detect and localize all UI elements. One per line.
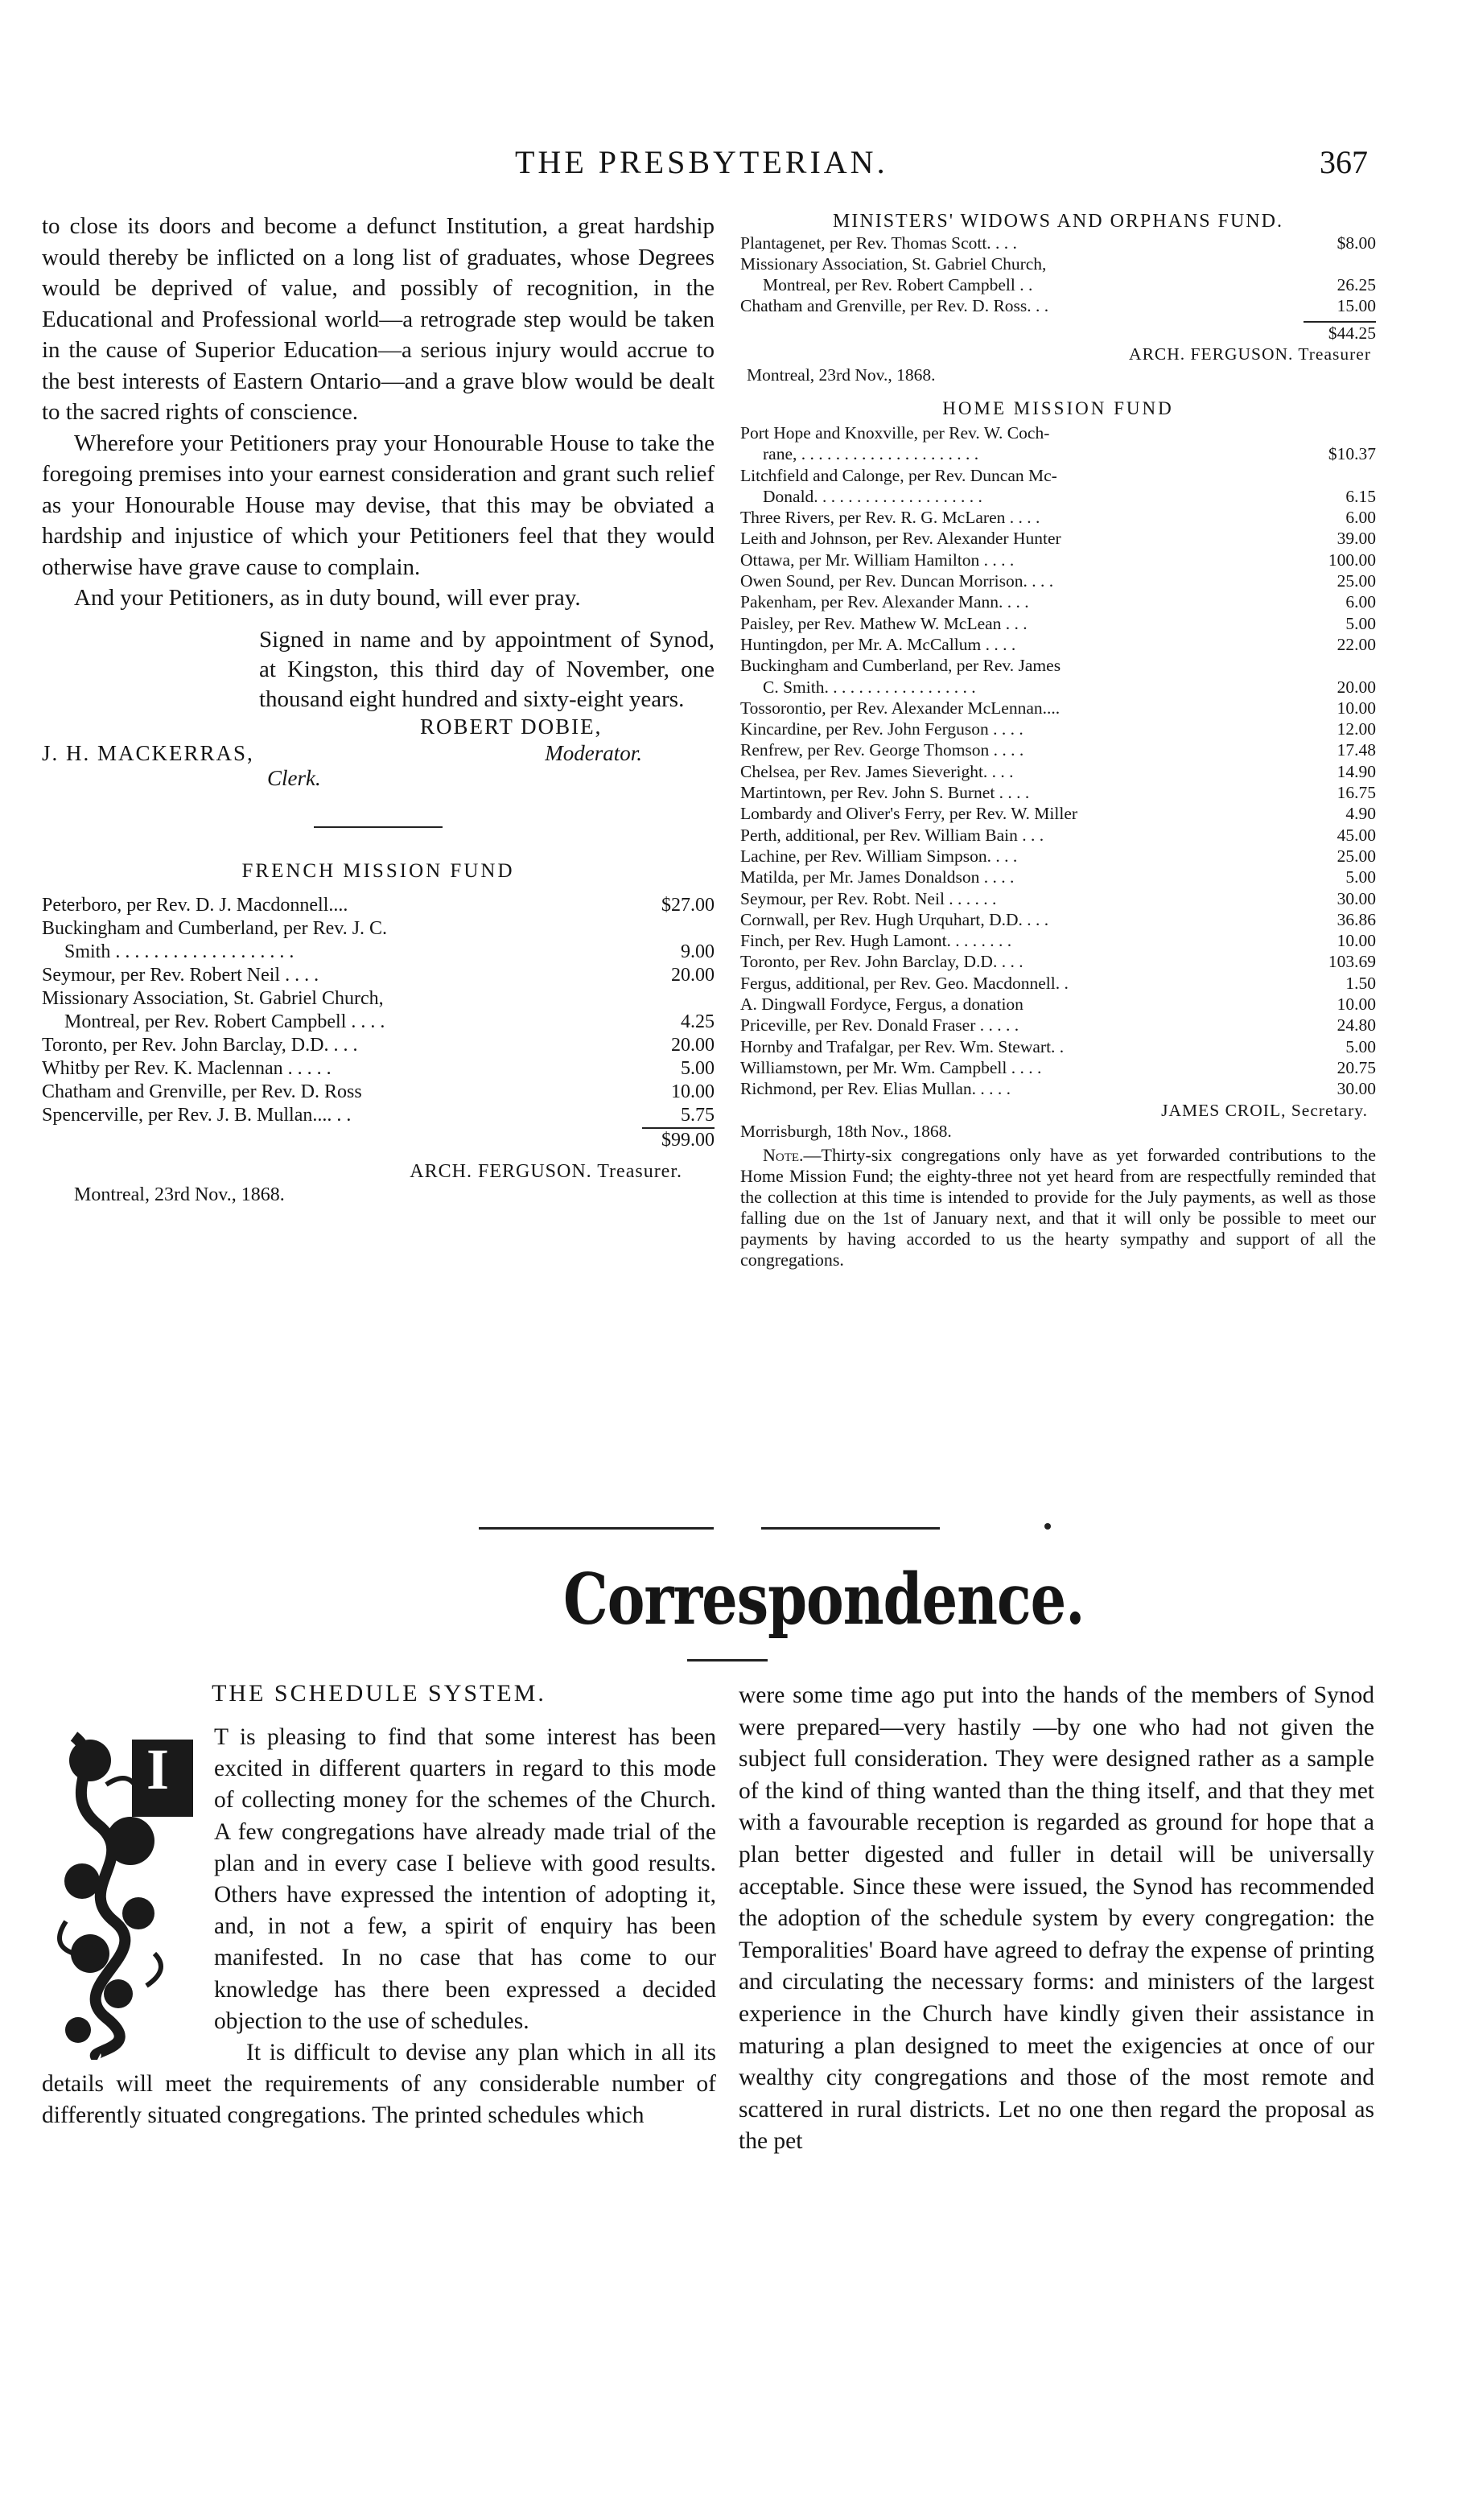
fund-entry: Cornwall, per Rev. Hugh Urquhart, D.D. . . . 36.86 xyxy=(740,909,1376,929)
article-title: THE SCHEDULE SYSTEM. xyxy=(212,1680,546,1707)
clerk-name: J. H. MACKERRAS, xyxy=(42,740,254,765)
fund-entry: C. Smith. . . . . . . . . . . . . . . . . . 20.00 xyxy=(763,677,1376,697)
widows-orphans-fund xyxy=(740,211,1376,385)
french-fund-title: FRENCH MISSION FUND xyxy=(241,859,515,882)
fund-entry: Donald. . . . . . . . . . . . . . . . . . . . 6.15 xyxy=(763,486,1376,506)
fund-total: $99.00 xyxy=(642,1127,715,1152)
fund-total-row xyxy=(42,1127,715,1152)
article-paragraph: T is pleasing to find that some interest has been excited in different quarters in regard to this mode of collecting money for the schemes of the Church. A few congregations have already made trial of the plan and in every case I believe with good results. Others have expressed the intention of adopting it, and, in not a few, a spirit of enquiry has been manifested. In no case that has come to our knowledge has there been expressed a decided objection to the use of schedules. xyxy=(214,1724,716,2034)
running-title: THE PRESBYTERIAN. xyxy=(515,144,888,180)
fund-entry: Huntingdon, per Mr. A. McCallum . . . . 22.00 xyxy=(740,634,1376,654)
page-divider-left xyxy=(479,1527,714,1530)
fund-entry: Whitby per Rev. K. Maclennan . . . . . 5.00 xyxy=(42,1057,715,1079)
fund-entry: Chatham and Grenville, per Rev. D. Ross 10.00 xyxy=(42,1081,715,1102)
petition-signature-block xyxy=(42,625,715,791)
fund-entry: Smith . . . . . . . . . . . . . . . . . . . 9.00 xyxy=(64,941,715,962)
fund-entry: Chelsea, per Rev. James Sieveright. . . . 14.90 xyxy=(740,761,1376,781)
clerk-title: Clerk. xyxy=(267,765,321,790)
article-body-left xyxy=(42,1722,716,2132)
fund-entry: rane, . . . . . . . . . . . . . . . . . . . . . $10.37 xyxy=(763,444,1376,464)
fund-entry: Toronto, per Rev. John Barclay, D.D. . . . 103.69 xyxy=(740,952,1376,972)
fund-entry: Buckingham and Cumberland, per Rev. James xyxy=(740,656,1061,676)
fund-entry: Fergus, additional, per Rev. Geo. Macdonnell. . 1.50 xyxy=(740,973,1376,993)
treasurer-signature: ARCH. FERGUSON. Treasurer xyxy=(1129,344,1371,364)
note-body: —Thirty-six congregations only have as yet forwarded contributions to the Home Mission Fund; the eighty-three not yet heard from are respectfully reminded that the collection at this time is intended to provide for the July payments, as well as those falling due on the 1st of January next, and that it will only be possible to meet our payments by having accorded to us the hearty sympathy and support of all the congregations. xyxy=(740,1145,1376,1270)
fund-entry: Missionary Association, St. Gabriel Church, xyxy=(42,987,384,1009)
fund-entry: Montreal, per Rev. Robert Campbell . . 26.25 xyxy=(763,275,1376,294)
fund-entry: Hornby and Trafalgar, per Rev. Wm. Stewart. . 5.00 xyxy=(740,1036,1376,1056)
fund-entry: Priceville, per Rev. Donald Fraser . . . . . 24.80 xyxy=(740,1015,1376,1036)
fund-entry: Montreal, per Rev. Robert Campbell . . . . 4.25 xyxy=(64,1011,715,1032)
home-fund-note xyxy=(740,1145,1376,1270)
clerk-line xyxy=(42,741,715,766)
treasurer-signature: ARCH. FERGUSON. Treasurer. xyxy=(410,1160,682,1182)
fund-entry: Chatham and Grenville, per Rev. D. Ross. . . 15.00 xyxy=(740,296,1376,315)
right-column-top xyxy=(740,211,1376,1270)
article-paragraph: were some time ago put into the hands of the members of Synod were prepared—very hastily —by one who had not given the subject full consideration. They were designed rather as a sample of the kind of thing wanted than the thing itself, and that they met with a favourable reception is regarded as ground for hope that a plan better digested and fuller in detail will be universally acceptable. Since these were issued, the Synod has recommended the adoption of the schedule system by every congregation: the Temporalities' Board have agreed to defray the expense of printing and circulating the necessary forms: and ministers of the largest experience in the Church have kindly given their assistance in maturing a plan designed to meet the exigencies at once of our wealthy city congregations and those of the most remote and scattered in rural districts. Let no one then regard the proposal as the pet xyxy=(739,1682,1374,2155)
article-paragraph: It is difficult to devise any plan which in all its details will meet the requirements of any considerable number of differently situated congregations. The printed schedules which xyxy=(42,2040,716,2129)
section-divider xyxy=(314,826,443,828)
moderator-name: ROBERT DOBIE, xyxy=(420,714,603,739)
petition-text xyxy=(42,211,715,614)
petition-paragraph: And your Petitioners, as in duty bound, will ever pray. xyxy=(74,585,581,611)
french-mission-fund xyxy=(42,860,715,1207)
running-head xyxy=(64,143,1368,191)
fund-entry: Spencerville, per Rev. J. B. Mullan.... . . 5.75 xyxy=(42,1104,715,1126)
fund-entry: Richmond, per Rev. Elias Mullan. . . . . 30.00 xyxy=(740,1079,1376,1099)
heading-underline xyxy=(687,1659,768,1661)
dateline: Morrisburgh, 18th Nov., 1868. xyxy=(740,1121,952,1141)
vine-ornament-icon xyxy=(42,1728,203,2060)
fund-total: $44.25 xyxy=(1304,321,1376,344)
fund-entry: Peterboro, per Rev. D. J. Macdonnell.... $27.00 xyxy=(42,894,715,916)
fund-entry: Perth, additional, per Rev. William Bain . . . 45.00 xyxy=(740,825,1376,845)
fund-entry: Seymour, per Rev. Robt. Neil . . . . . . 30.00 xyxy=(740,888,1376,908)
home-fund-list xyxy=(740,422,1376,1142)
dateline: Montreal, 23rd Nov., 1868. xyxy=(747,365,936,385)
fund-total-row xyxy=(740,321,1376,344)
home-fund-title: HOME MISSION FUND xyxy=(942,398,1174,418)
left-column-top xyxy=(42,211,715,1207)
article-left-column xyxy=(42,1680,716,2132)
article-right-column xyxy=(739,1680,1374,2158)
fund-entry: Matilda, per Mr. James Donaldson . . . . 5.00 xyxy=(740,867,1376,887)
fund-entry: Ottawa, per Mr. William Hamilton . . . . 100.00 xyxy=(740,550,1376,570)
fund-entry: Finch, per Rev. Hugh Lamont. . . . . . . . 10.00 xyxy=(740,931,1376,951)
fund-entry: Missionary Association, St. Gabriel Church, xyxy=(740,254,1047,274)
page-divider-right xyxy=(761,1527,940,1530)
ornamental-drop-cap xyxy=(42,1728,203,2060)
fund-entry: Paisley, per Rev. Mathew W. McLean . . . 5.00 xyxy=(740,613,1376,633)
divider-dot xyxy=(1044,1523,1051,1530)
page-number: 367 xyxy=(1320,144,1368,180)
drop-cap-letter: I xyxy=(146,1737,170,1801)
fund-entry: Leith and Johnson, per Rev. Alexander Hunter 39.00 xyxy=(740,529,1376,549)
secretary-signature: JAMES CROIL, Secretary. xyxy=(1161,1100,1368,1120)
fund-entry: Buckingham and Cumberland, per Rev. J. C. xyxy=(42,917,388,939)
fund-entry: Lombardy and Oliver's Ferry, per Rev. W. Miller 4.90 xyxy=(740,804,1376,824)
moderator-title: Moderator. xyxy=(545,740,642,765)
fund-entry: Toronto, per Rev. John Barclay, D.D. . . . 20.00 xyxy=(42,1034,715,1056)
fund-entry: Plantagenet, per Rev. Thomas Scott. . . . $8.00 xyxy=(740,233,1376,253)
widows-fund-title: MINISTERS' WIDOWS AND ORPHANS FUND. xyxy=(833,211,1283,232)
dateline: Montreal, 23rd Nov., 1868. xyxy=(74,1184,285,1205)
fund-entry: Kincardine, per Rev. John Ferguson . . . . 12.00 xyxy=(740,719,1376,739)
fund-entry: Seymour, per Rev. Robert Neil . . . . 20.00 xyxy=(42,964,715,986)
fund-entry: Lachine, per Rev. William Simpson. . . . 25.00 xyxy=(740,846,1376,866)
fund-entry: Tossorontio, per Rev. Alexander McLennan.... 10.00 xyxy=(740,698,1376,718)
correspondence-heading: Correspondence. xyxy=(563,1557,1085,1641)
signature-statement: Signed in name and by appointment of Synod, at Kingston, this third day of November, one thousand eight hundred and sixty-eight years. xyxy=(259,626,715,712)
fund-entry: Port Hope and Knoxville, per Rev. W. Coch- xyxy=(740,423,1050,443)
note-lead: Note. xyxy=(763,1145,804,1166)
french-fund-list xyxy=(42,894,715,1207)
widows-fund-list xyxy=(740,233,1376,385)
fund-entry: Williamstown, per Mr. Wm. Campbell . . . . 20.75 xyxy=(740,1057,1376,1077)
petition-paragraph: to close its doors and become a defunct Institution, a great hardship would thereby be inflicted on a long list of graduates, whose Degrees would be deprived of value, and possibly of recognition, in the Educational and Professional world—a retrograde step would be taken in the cause of Superior Education—a serious injury would accrue to the best interests of Eastern Ontario—and a grave blow would be dealt to the sacred rights of conscience. xyxy=(42,213,715,425)
article-body-right xyxy=(739,1680,1374,2158)
fund-entry: A. Dingwall Fordyce, Fergus, a donation 10.00 xyxy=(740,994,1376,1015)
fund-entry: Martintown, per Rev. John S. Burnet . . . . 16.75 xyxy=(740,783,1376,803)
fund-entry: Three Rivers, per Rev. R. G. McLaren . . . . 6.00 xyxy=(740,508,1376,528)
fund-entry: Pakenham, per Rev. Alexander Mann. . . . 6.00 xyxy=(740,592,1376,612)
fund-entry: Renfrew, per Rev. George Thomson . . . . 17.48 xyxy=(740,740,1376,760)
petition-paragraph: Wherefore your Petitioners pray your Honourable House to take the foregoing premises into your earnest consideration and grant such relief as your Honourable House may devise, that this may be obviated a hardship and injustice of which your Petitioners feel that they would otherwise have grave cause to complain. xyxy=(42,430,715,580)
home-mission-fund xyxy=(740,398,1376,1270)
fund-entry: Owen Sound, per Rev. Duncan Morrison. . . . 25.00 xyxy=(740,571,1376,591)
fund-entry: Litchfield and Calonge, per Rev. Duncan Mc- xyxy=(740,465,1057,485)
